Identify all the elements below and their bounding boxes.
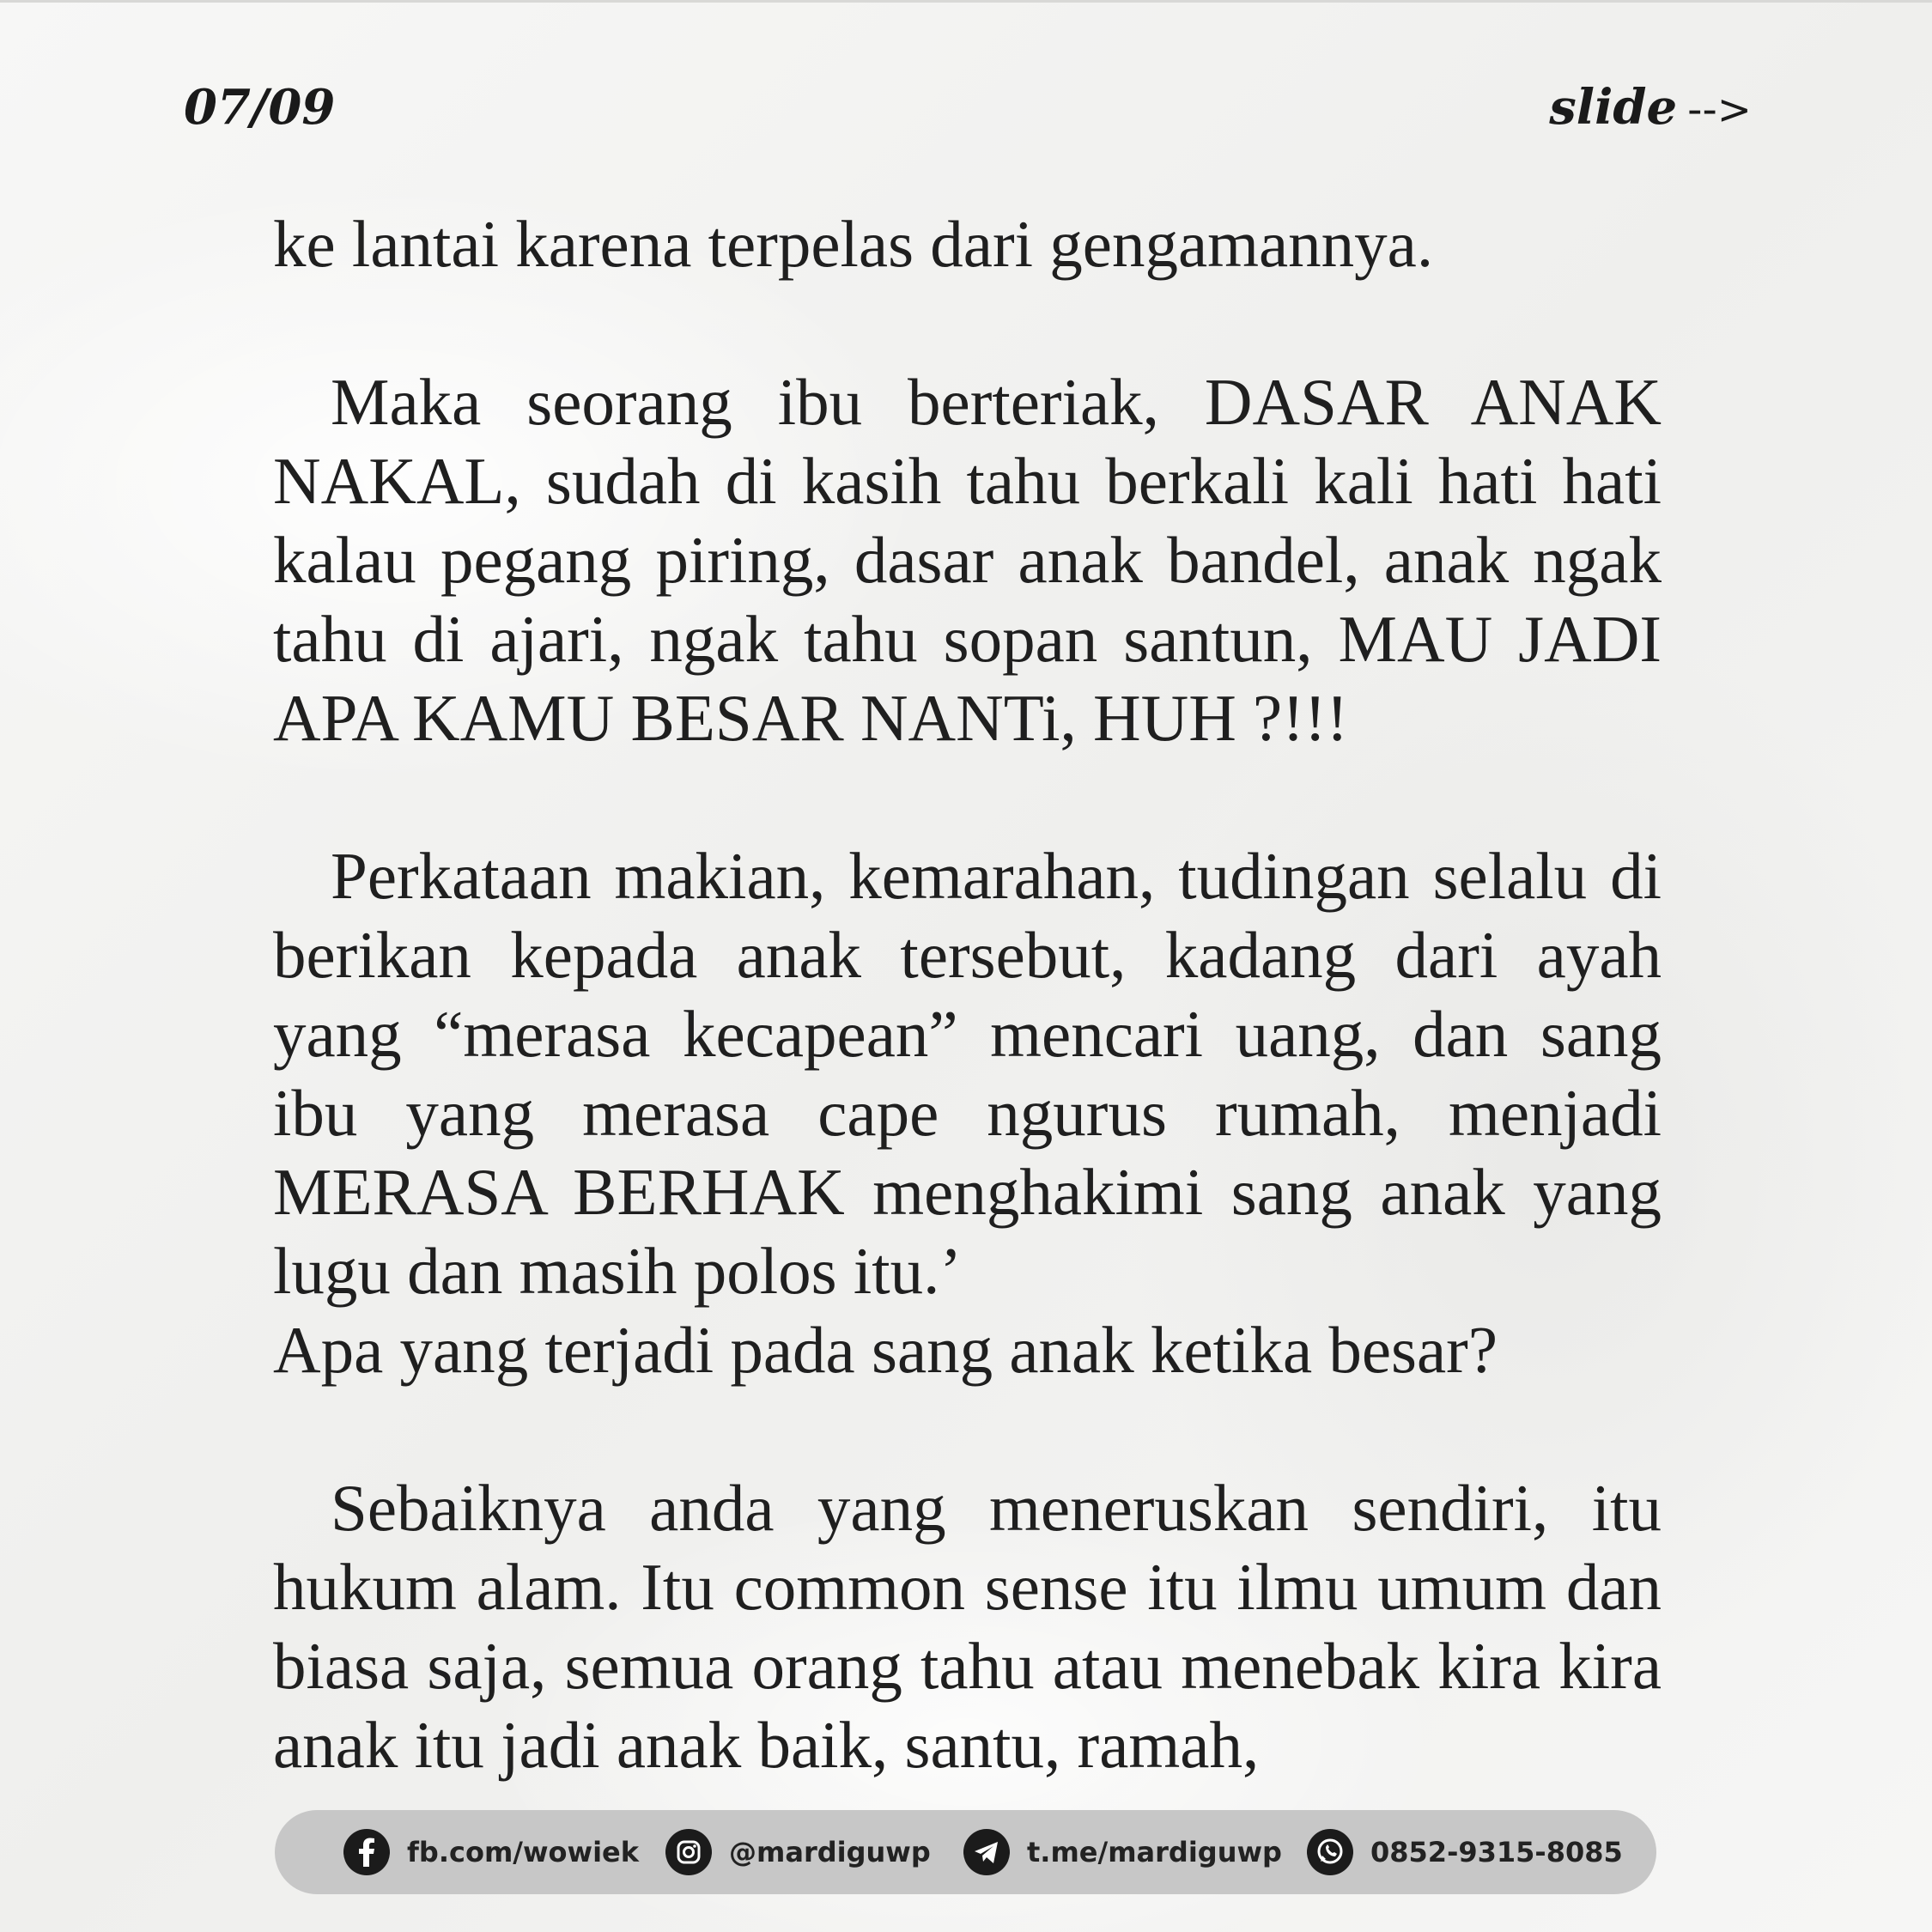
- social-facebook[interactable]: [343, 1810, 639, 1894]
- facebook-icon: [343, 1829, 390, 1875]
- telegram-label: t.me/mardiguwp: [1027, 1836, 1282, 1868]
- whatsapp-icon: [1307, 1829, 1353, 1875]
- top-border: [0, 0, 1932, 3]
- paragraph-question: Apa yang terjadi pada sang anak ketika besar?: [273, 1313, 1498, 1387]
- body-text: [273, 204, 1662, 1784]
- slide-arrow: -->: [1687, 86, 1752, 134]
- page-number: 07/09: [184, 79, 336, 136]
- paragraph-mother-shouting: Maka seorang ibu berteriak, DASAR ANAK NAKAL, sudah di kasih tahu berkali kali hati hati kalau pegang piring, dasar anak bandel, anak ngak tahu di ajari, ngak tahu sopan santun, MAU JADI APA KAMU BESAR NANTi, HUH ?!!!: [273, 365, 1662, 755]
- paragraph-continuation: ke lantai karena terpelas dari gengamannya.: [273, 207, 1434, 281]
- social-whatsapp[interactable]: [1307, 1810, 1623, 1894]
- paragraph-insults: Perkataan makian, kemarahan, tudingan selalu di berikan kepada anak tersebut, kadang dari ayah yang “merasa kecapean” mencari uang, dan sang ibu yang merasa cape ngurus rumah, menjadi MERASA BERHAK menghakimi sang anak yang lugu dan masih polos itu.’: [273, 839, 1662, 1308]
- instagram-label: @mardiguwp: [729, 1836, 931, 1868]
- facebook-label: fb.com/wowiek: [407, 1836, 640, 1868]
- instagram-icon: [665, 1829, 712, 1875]
- social-instagram[interactable]: [665, 1810, 931, 1894]
- telegram-icon: [963, 1829, 1010, 1875]
- whatsapp-label: 0852-9315-8085: [1370, 1836, 1623, 1868]
- social-footer: [275, 1810, 1656, 1894]
- social-telegram[interactable]: [963, 1810, 1282, 1894]
- paragraph-conclusion: Sebaiknya anda yang meneruskan sendiri, itu hukum alam. Itu common sense itu ilmu umum dan biasa saja, semua orang tahu atau menebak kira kira anak itu jadi anak baik, santu, ramah,: [273, 1471, 1662, 1782]
- slide-hint-label: slide: [1549, 79, 1678, 136]
- slide-hint: [1549, 79, 1752, 136]
